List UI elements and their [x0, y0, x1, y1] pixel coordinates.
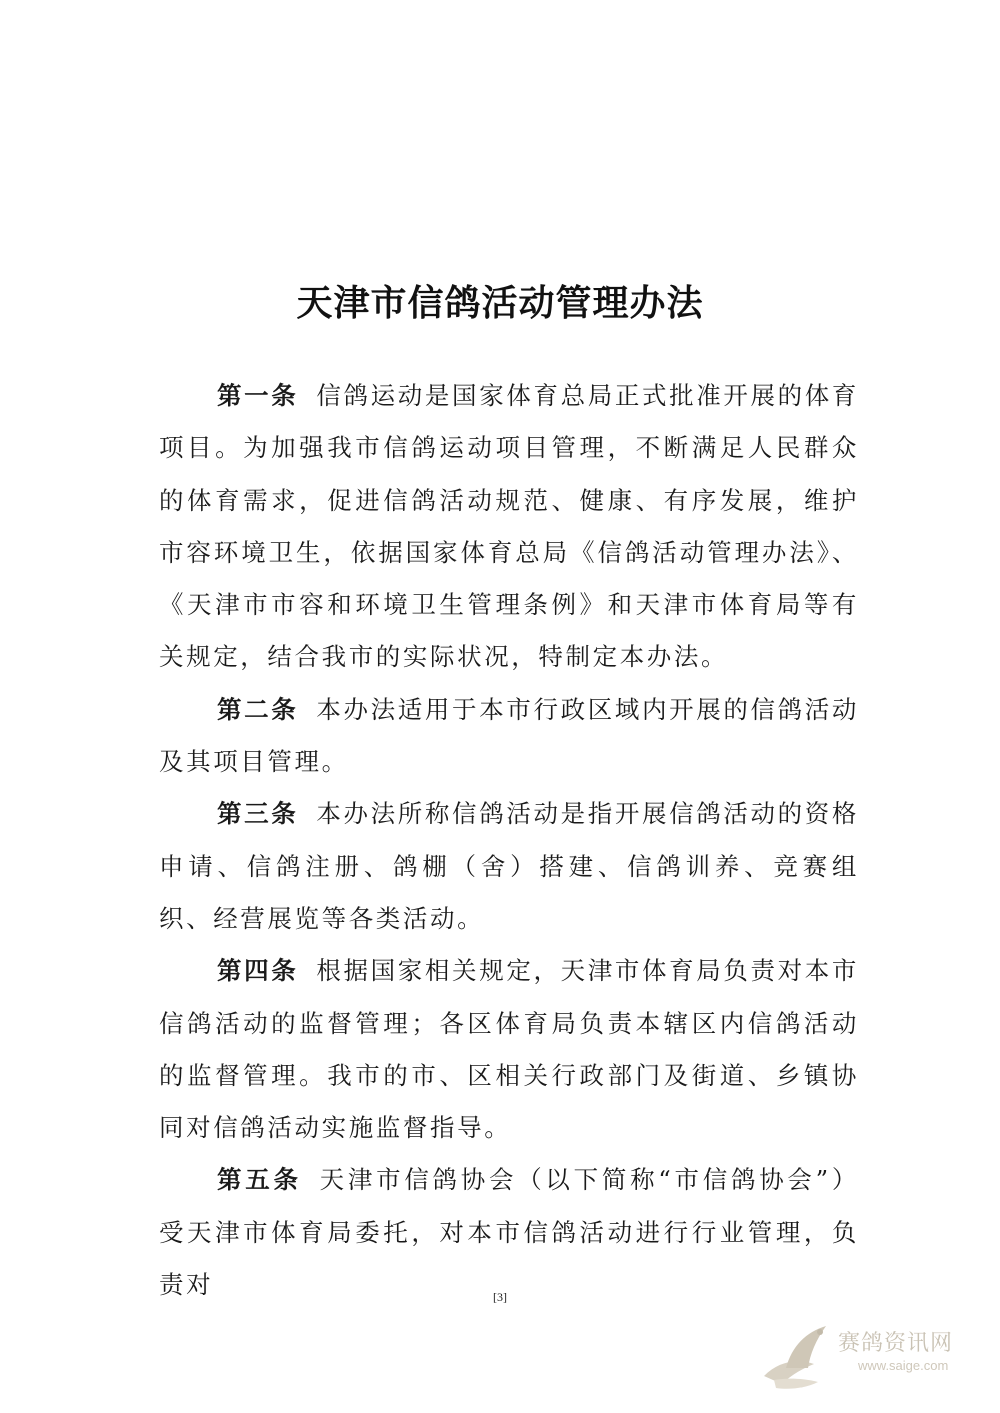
- watermark: [756, 1318, 966, 1394]
- page-number: [3]: [493, 1290, 507, 1304]
- article-text: 本办法所称信鸽活动是指开展信鸽活动的资格申请、信鸽注册、鸽棚（舍）搭建、信鸽训养、竞赛组织、经营展览等各类活动。: [159, 799, 859, 933]
- watermark-url: www.saige.com: [858, 1358, 949, 1373]
- article-label: 第四条: [217, 956, 299, 986]
- article-text: 根据国家相关规定，天津市体育局负责对本市信鸽活动的监督管理；各区体育局负责本辖区内信鸽活动的监督管理。我市的市、区相关行政部门及街道、乡镇协同对信鸽活动实施监督指导。: [159, 956, 859, 1143]
- watermark-name: 赛鸽资讯网: [838, 1331, 954, 1356]
- article-label: 第一条: [217, 381, 299, 410]
- article-5: [159, 1154, 859, 1311]
- article-text: 天津市信鸽协会（以下简称“市信鸽协会”）受天津市体育局委托，对本市信鸽活动进行行业管理，负责对: [159, 1165, 859, 1300]
- article-text: 本办法适用于本市行政区域内开展的信鸽活动及其项目管理。: [159, 694, 859, 777]
- pigeon-logo-icon: [756, 1318, 836, 1394]
- article-text: 信鸽运动是国家体育总局正式批准开展的体育项目。为加强我市信鸽运动项目管理，不断满足人民群众的体育需求，促进信鸽活动规范、健康、有序发展，维护市容环境卫生，依据国家体育总局《信鸽活动管理办法》、《天津市市容和环境卫生管理条例》和天津市体育局等有关规定，结合我市的实际状况，特制定本办法。: [159, 381, 859, 672]
- article-label: 第五条: [217, 1165, 302, 1195]
- article-1: [159, 370, 859, 684]
- article-label: 第二条: [217, 694, 299, 724]
- document-title: 天津市信鸽活动管理办法: [296, 283, 704, 324]
- article-2: [159, 684, 859, 789]
- article-3: [159, 788, 859, 945]
- document-body: [159, 370, 859, 1311]
- article-4: [159, 945, 859, 1154]
- article-label: 第三条: [217, 799, 299, 829]
